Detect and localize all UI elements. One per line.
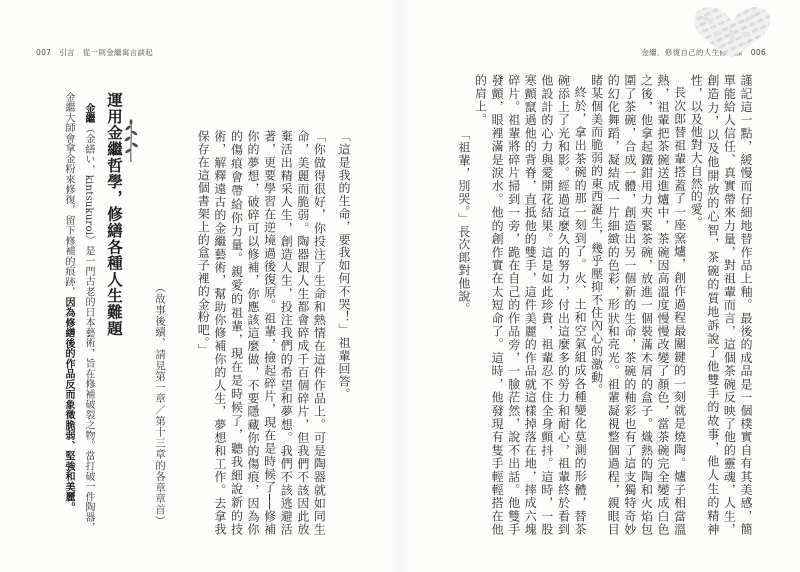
left-running-header	[36, 47, 153, 58]
body-paragraph: 謹記這一點，緩慢而仔細地替作品上釉。最後的成品是一個樸實自有其美感，簡單能給人信任、真實帶來力量，對祖輩而言，這個茶碗反映了他的靈魂，人生，創造力，以及他開放的心智，茶碗的質地訴說了他雙手的故事，他人生的精神性，以及他對大自然的愛。	[689, 74, 753, 536]
left-page-number: 007	[36, 48, 52, 57]
body-paragraph: 長次郎替祖輩搭蓋了一座窯爐，創作過程最關鍵的一刻就是燒陶。爐子相當溫熱，祖輩把茶碗送進爐中，茶碗因高溫度慢慢改變了顏色，當茶碗完全變成白色之後，他拿起鐵鉗用力夾緊茶碗，放進一個裝滿木屑的盒子。熾熱的陶和火焰包圍了茶碗，合成一體，創造出另一個新的生命，茶碗的釉彩也有了這支獨特奇妙的幻化舞蹈，凝結成一片細緻的色彩，形狀和亮光。祖輩凝視整個過程，親眼目睹某個美而脆弱的東西誕生，幾乎壓抑不住內心的激動。	[589, 74, 687, 536]
body-paragraph: 終於，拿出茶碗的那一刻到了。火、土和空氣組成各種變化莫測的形體，替茶碗添上了光和影。經過這麼久的努力，付出這麼多的勞力和耐心，祖輩終於看到他設計的心力與愛開花結果。這是如此珍貴，祖輩忍不住全身顫抖。這時，一股寒顫竄過他的背脊，直抵他的雙手，這件美麗的作品就這樣掉落在地，摔成六塊碎片。祖輩將碎片掃到一旁，跪在自己的作品旁，一臉茫然，說不出話。他雙手發顫，眼裡滿是淚水。他的創作實在太短命了。這時，他發現有隻手輕輕搭在他的肩上。	[473, 74, 588, 536]
intro-emphasis: 因為修繕後的作品反而象徵脆弱、堅強和美麗。	[63, 297, 74, 513]
left-page-body	[152, 76, 352, 536]
left-header-section: 引言	[59, 48, 75, 57]
heart-leaf-ornament	[688, 4, 776, 60]
right-header-title: 金繼．修復自己的人生修繕課	[641, 48, 743, 57]
dialogue-paragraph: 「你做得很好，你投注了生命和熱情在這件作品上。可是陶器就如同生命，美麗而脆弱。陶器跟人生都會碎成千百個碎片，但我們不該因此放棄活出精采人生，創造人生，投注我們的希望和夢想。我們不該逃避活著，更要學習在逆境過後復原。祖輩，撿起碎片，現在是時候了──修補你的夢想，破碎可以修補，你應該這麼做，不要隱藏你的傷痕，因為你的傷痕會帶給你力量。親愛的祖輩，現在是時候了，聽我細說新的技術，解釋遠古的金繼藝術，幫助你修補你的人生，夢想和工作。去拿我保存在這個書架上的盒子裡的金粉吧。」	[196, 130, 327, 536]
dialogue-paragraph: 「祖輩，別哭。」長次郎對他說。	[456, 128, 471, 316]
story-continuation-note: （故事後續，請見第一章／第十三章的各章章首）	[154, 281, 166, 526]
left-header-title: 從一則金繼寓言談起	[82, 48, 154, 57]
right-page-body	[424, 74, 754, 536]
intro-text: （金繕い，kintsukuroi）是一門古老的日本藝術，旨在修補破裂之物。當打破一件陶器，	[83, 123, 94, 533]
section-heading: 運用金繼哲學，修繕各種人生難題	[105, 92, 124, 337]
dialogue-paragraph: 「這是我的生命，要我如何不哭！」祖輩回答。	[337, 130, 351, 401]
intro-text: 金繼大師會拿金粉來修復，留下修補的痕跡，	[63, 92, 74, 297]
intro-column	[82, 103, 94, 533]
intro-lead-term: 金繼	[83, 103, 94, 124]
intro-column	[62, 92, 74, 512]
right-page-number: 006	[750, 48, 766, 57]
page-gutter	[390, 0, 410, 572]
